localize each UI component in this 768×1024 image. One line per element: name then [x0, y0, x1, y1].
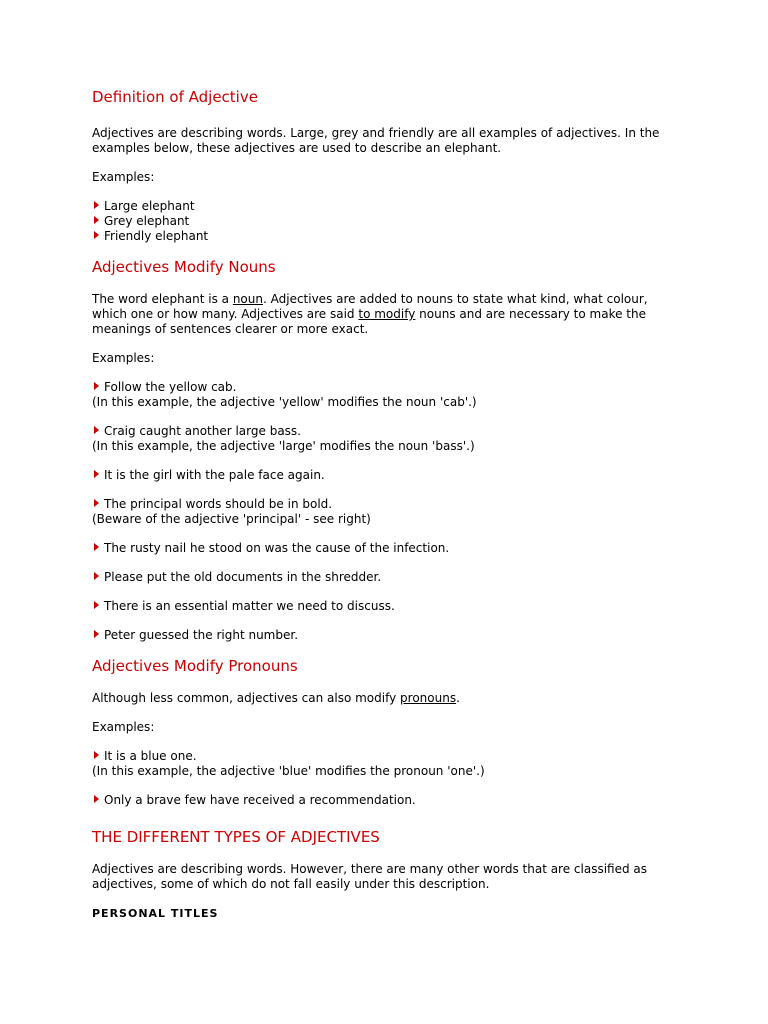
list-item [92, 199, 672, 214]
example-note: (In this example, the adjective 'yellow' modifies the noun 'cab'.) [92, 395, 477, 409]
triangle-right-icon [94, 382, 99, 390]
triangle-right-icon [94, 751, 99, 759]
triangle-right-icon [94, 601, 99, 609]
list-item [92, 628, 672, 643]
list-item [92, 497, 672, 512]
list-item-text: Friendly elephant [104, 229, 209, 243]
list-item-text: Grey elephant [104, 214, 190, 228]
example-note: (In this example, the adjective 'blue' modifies the pronoun 'one'.) [92, 764, 485, 778]
noun-link[interactable]: noun [232, 292, 263, 306]
list-item [92, 793, 672, 808]
list-item-text: It is a blue one. [104, 749, 197, 763]
list-item [92, 380, 672, 395]
definition-examples-label: Examples: [92, 170, 155, 184]
list-item [92, 468, 672, 483]
triangle-right-icon [94, 470, 99, 478]
triangle-right-icon [94, 216, 99, 224]
list-item-text: There is an essential matter we need to discuss. [104, 599, 395, 613]
triangle-right-icon [94, 572, 99, 580]
list-item [92, 214, 672, 229]
list-item [92, 541, 672, 556]
example-note: (In this example, the adjective 'large' modifies the noun 'bass'.) [92, 439, 475, 453]
pronouns-examples-label: Examples: [92, 720, 155, 734]
list-item-text: Only a brave few have received a recommendation. [104, 793, 416, 807]
nouns-intro-part: . Adjectives are added to nouns to state what kind, what colour, which one or how many. Adjectives are said [92, 292, 648, 321]
triangle-right-icon [94, 795, 99, 803]
list-item-text: Peter guessed the right number. [104, 628, 299, 642]
nouns-intro-part: nouns and are necessary to make the meanings of sentences clearer or more exact. [92, 307, 646, 336]
triangle-right-icon [94, 543, 99, 551]
list-item [92, 599, 672, 614]
heading-pronouns: Adjectives Modify Pronouns [92, 657, 298, 675]
definition-intro: Adjectives are describing words. Large, grey and friendly are all examples of adjectives. In the examples below, these adjectives are used to describe an elephant. [92, 126, 660, 155]
list-item [92, 570, 672, 585]
pronouns-intro [92, 691, 672, 706]
list-item-text: Follow the yellow cab. [104, 380, 237, 394]
nouns-intro-part: The word elephant is a [92, 292, 233, 306]
nouns-examples-label: Examples: [92, 351, 155, 365]
heading-definition: Definition of Adjective [92, 88, 258, 106]
list-item [92, 749, 672, 764]
triangle-right-icon [94, 630, 99, 638]
list-item-text: Craig caught another large bass. [104, 424, 301, 438]
example-note: (Beware of the adjective 'principal' - see right) [92, 512, 371, 526]
nouns-intro [92, 292, 672, 337]
pronouns-link[interactable]: pronouns [400, 691, 457, 705]
document-page [92, 86, 672, 921]
heading-types: THE DIFFERENT TYPES OF ADJECTIVES [92, 828, 380, 846]
types-intro: Adjectives are describing words. However, there are many other words that are classified as adjectives, some of which do not fall easily under this description. [92, 862, 648, 891]
triangle-right-icon [94, 231, 99, 239]
list-item-text: The principal words should be in bold. [104, 497, 333, 511]
list-item [92, 229, 672, 244]
triangle-right-icon [94, 201, 99, 209]
triangle-right-icon [94, 426, 99, 434]
subheading-personal-titles: PERSONAL TITLES [92, 907, 219, 920]
list-item-text: Please put the old documents in the shredder. [104, 570, 382, 584]
list-item [92, 424, 672, 439]
triangle-right-icon [94, 499, 99, 507]
to-modify-link[interactable]: to modify [358, 307, 416, 321]
list-item-text: It is the girl with the pale face again. [104, 468, 325, 482]
list-item-text: Large elephant [104, 199, 195, 213]
heading-nouns: Adjectives Modify Nouns [92, 258, 276, 276]
pronouns-intro-part: . [456, 691, 460, 705]
list-item-text: The rusty nail he stood on was the cause of the infection. [104, 541, 450, 555]
pronouns-intro-part: Although less common, adjectives can also modify [92, 691, 401, 705]
